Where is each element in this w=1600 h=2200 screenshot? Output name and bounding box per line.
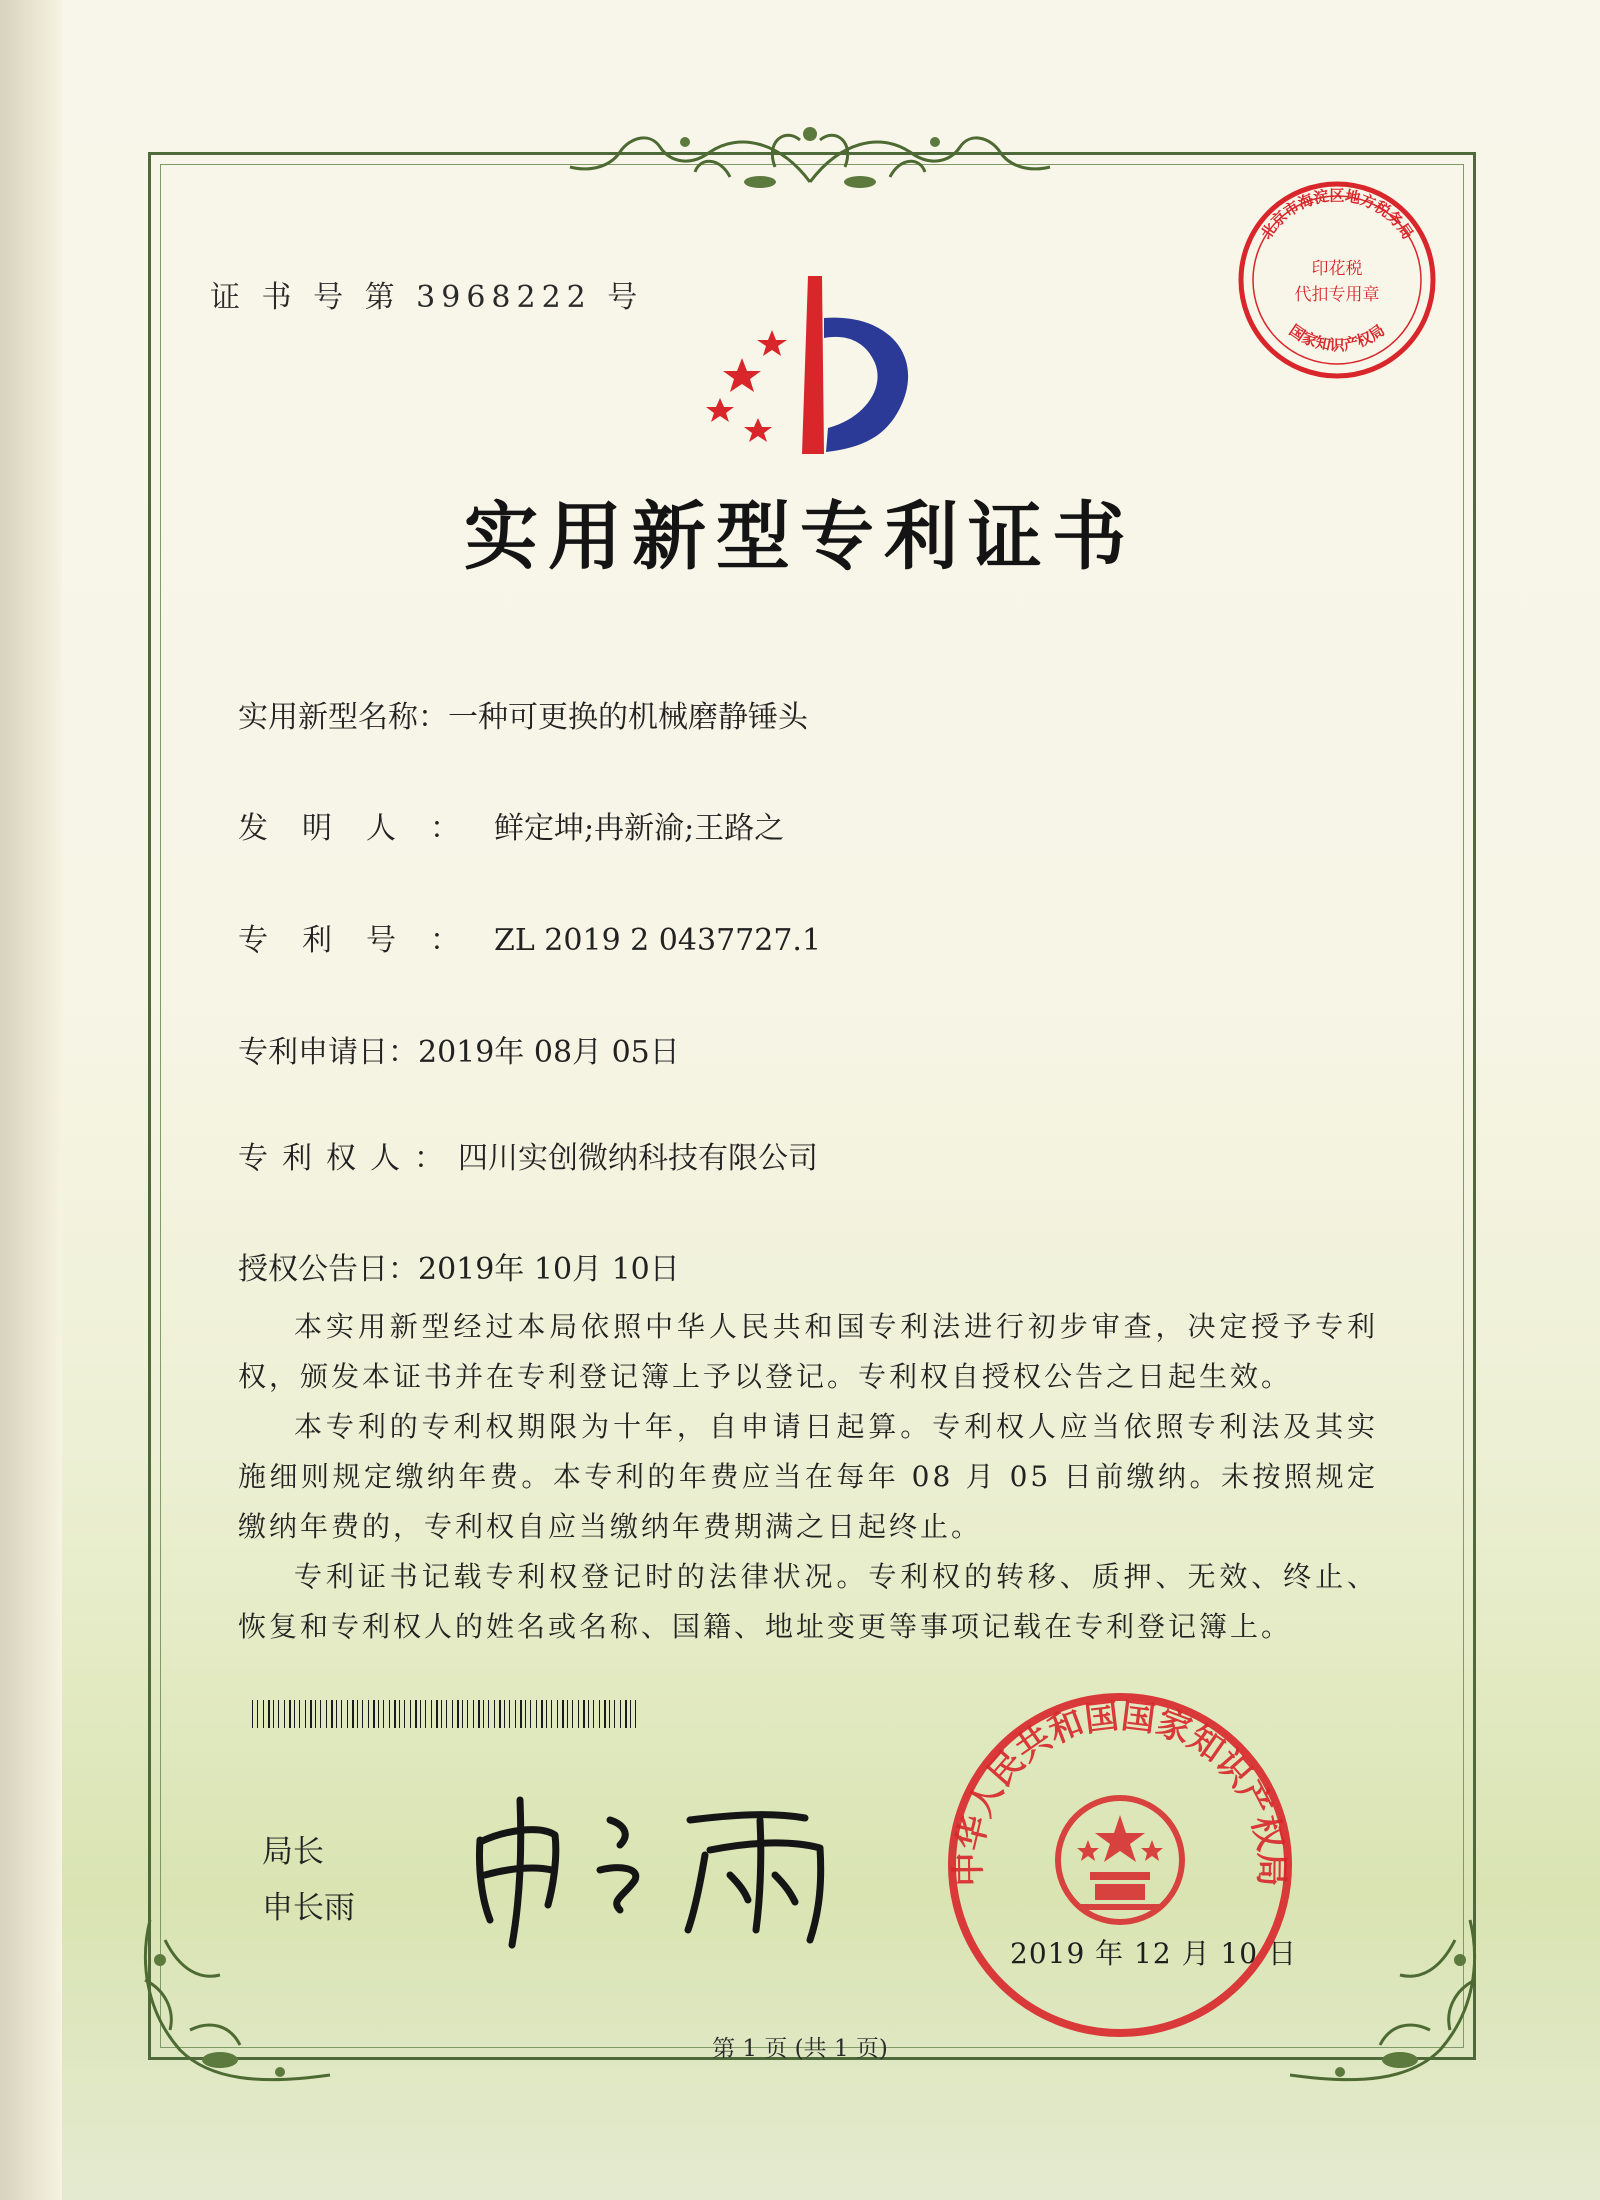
field-label: 专利号：: [238, 923, 494, 958]
field-patent-number: [238, 915, 821, 959]
director-signature: [460, 1780, 870, 1950]
field-label: 实用新型名称：: [238, 700, 448, 735]
field-application-date: [238, 1027, 680, 1071]
body-paragraph: 专利证书记载专利权登记时的法律状况。专利权的转移、质押、无效、终止、恢复和专利权人的姓名或名称、国籍、地址变更等事项记载在专利登记簿上。: [238, 1560, 1378, 1643]
office-seal: [945, 1690, 1298, 2040]
field-value: 一种可更换的机械磨静锤头: [448, 700, 808, 735]
field-label: 授权公告日：: [238, 1252, 418, 1287]
patent-office-logo-icon: [700, 268, 935, 468]
tax-stamp-inner-line-1: 印花税: [1311, 259, 1363, 279]
seal-date: 2019 年 12 月 10 日: [1010, 1937, 1298, 1970]
field-value: 鲜定坤;冉新渝;王路之: [494, 811, 785, 846]
director-name: 申长雨: [262, 1890, 355, 1926]
office-seal-text: 中华人民共和国国家知识产权局: [948, 1696, 1292, 1887]
field-label: 发明人：: [238, 811, 494, 846]
field-inventors: [238, 803, 784, 847]
national-emblem-icon: [1058, 1798, 1182, 1922]
bottom-left-ornament: [120, 1900, 350, 2100]
barcode: [252, 1700, 642, 1728]
field-value: ZL 2019 2 0437727.1: [494, 923, 822, 958]
field-utility-model-name: [238, 692, 808, 736]
svg-text:国家知识产权局: [1286, 321, 1388, 354]
svg-text:北京市海淀区地方税务局: [1257, 186, 1417, 242]
director-title: 局长: [262, 1834, 324, 1870]
page-number: 第 1 页 (共 1 页): [712, 2036, 888, 2062]
tax-stamp-outer-text: 北京市海淀区地方税务局: [1257, 186, 1417, 243]
certificate-body: [238, 1302, 1378, 1652]
certificate-title: 实用新型专利证书: [464, 494, 1136, 580]
top-ornament: [560, 112, 1060, 202]
bottom-right-ornament: [1270, 1900, 1500, 2100]
tax-stamp-bottom-text: 国家知识产权局: [1285, 321, 1389, 355]
tax-stamp-inner-line-2: 代扣专用章: [1294, 285, 1380, 305]
field-patentee: [238, 1133, 818, 1177]
svg-text:中华人民共和国国家知识产权局: [949, 1696, 1291, 1886]
field-grant-date: [238, 1244, 680, 1288]
field-label: 专利申请日：: [238, 1035, 418, 1070]
body-paragraph: 本实用新型经过本局依照中华人民共和国专利法进行初步审查，决定授予专利权，颁发本证书并在专利登记簿上予以登记。专利权自授权公告之日起生效。: [238, 1310, 1378, 1393]
field-label: 专利权人：: [238, 1141, 458, 1176]
page-binding-edge: [0, 0, 62, 2200]
field-value: 2019年 08月 05日: [418, 1035, 680, 1070]
field-value: 四川实创微纳科技有限公司: [458, 1141, 818, 1176]
body-paragraph: 本专利的专利权期限为十年，自申请日起算。专利权人应当依照专利法及其实施细则规定缴纳年费。本专利的年费应当在每年 08 月 05 日前缴纳。未按照规定缴纳年费的，专利权自应当缴纳年费期满之日起终止。: [238, 1410, 1378, 1543]
certificate-number: 证 书 号 第 3968222 号: [210, 280, 644, 315]
tax-stamp: [1235, 178, 1440, 383]
field-value: 2019年 10月 10日: [418, 1252, 680, 1287]
